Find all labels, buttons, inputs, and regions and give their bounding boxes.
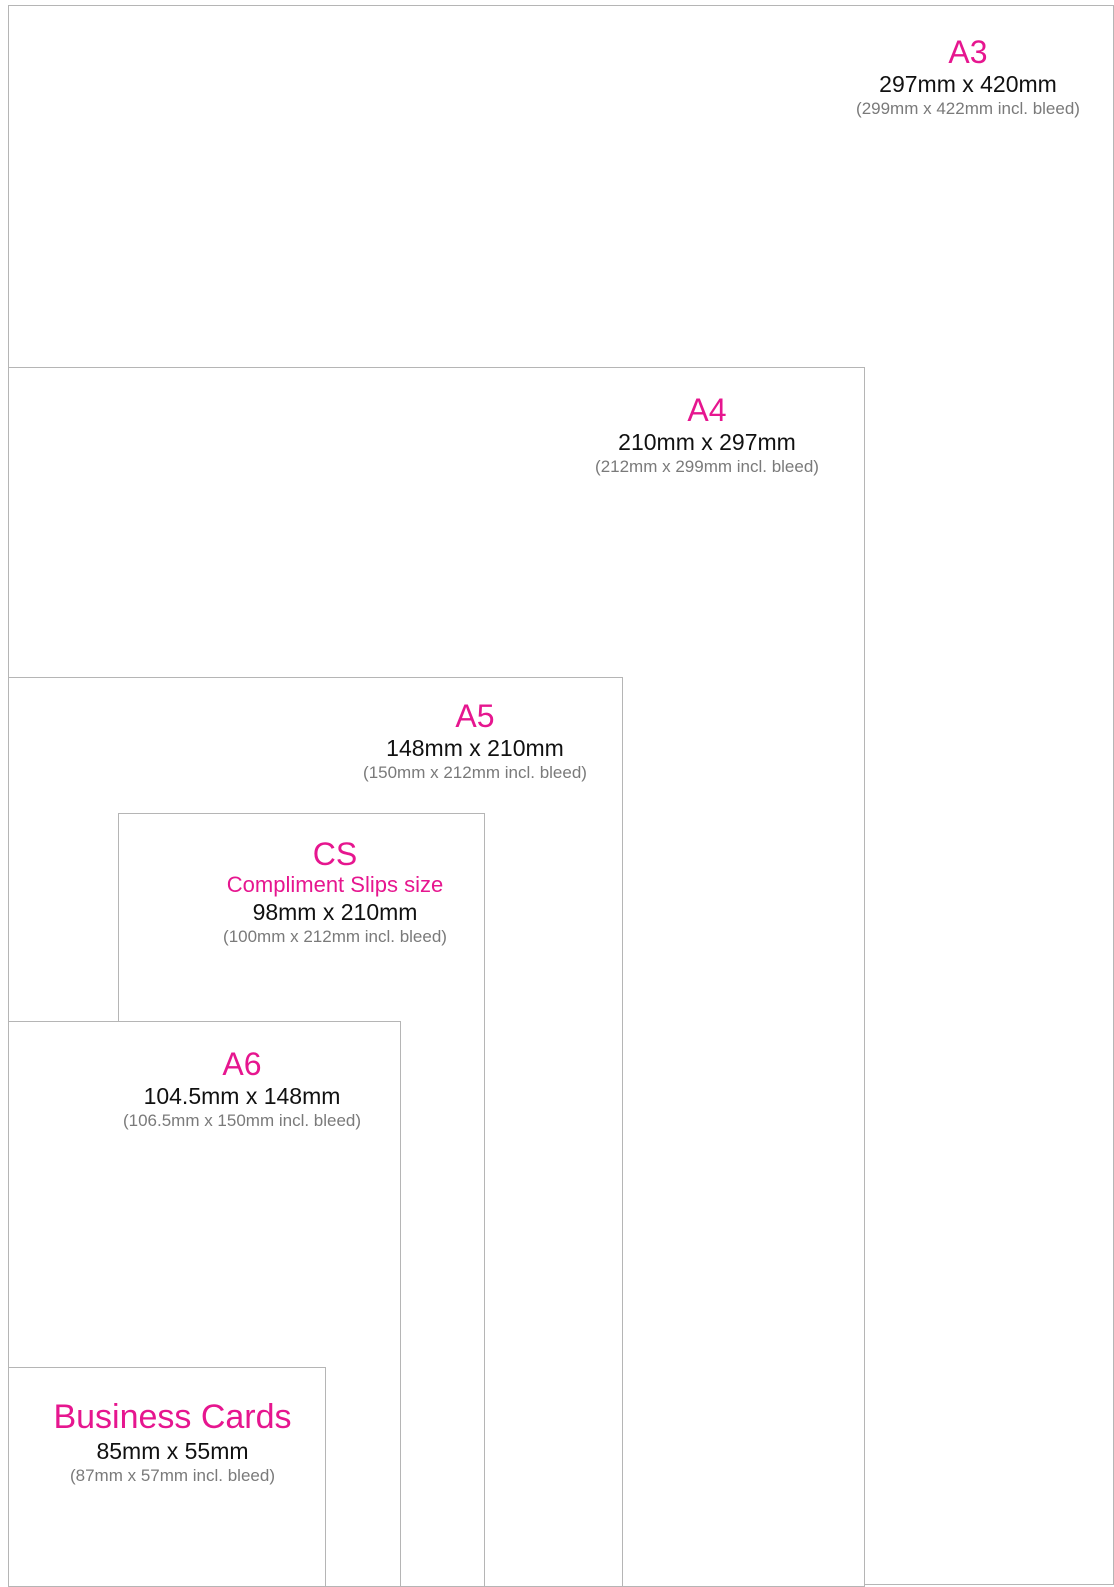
a6-dimensions: 104.5mm x 148mm	[143, 1083, 341, 1109]
cs-dimensions: 98mm x 210mm	[252, 899, 418, 925]
a3-name: A3	[948, 34, 988, 70]
a6-label	[96, 1046, 388, 1132]
a4-bleed-dimensions: (212mm x 299mm incl. bleed)	[595, 457, 819, 476]
a5-name: A5	[455, 698, 495, 734]
a6-name: A6	[222, 1046, 262, 1082]
a5-dimensions: 148mm x 210mm	[386, 735, 564, 761]
cs-label	[190, 836, 480, 948]
a5-label	[332, 698, 618, 784]
a4-dimensions: 210mm x 297mm	[618, 429, 796, 455]
a6-bleed-dimensions: (106.5mm x 150mm incl. bleed)	[122, 1111, 362, 1130]
business-card-dimensions: 85mm x 55mm	[96, 1438, 249, 1464]
a4-name: A4	[687, 392, 727, 428]
a5-bleed-dimensions: (150mm x 212mm incl. bleed)	[363, 763, 587, 782]
a3-label	[830, 34, 1106, 120]
cs-name: CS	[312, 836, 358, 872]
cs-bleed-dimensions: (100mm x 212mm incl. bleed)	[223, 927, 447, 946]
a3-dimensions: 297mm x 420mm	[879, 71, 1057, 97]
a3-bleed-dimensions: (299mm x 422mm incl. bleed)	[856, 99, 1080, 118]
business-card-label	[30, 1397, 315, 1487]
business-card-name: Business Cards	[53, 1398, 292, 1436]
business-card-bleed-dimensions: (87mm x 57mm incl. bleed)	[69, 1466, 275, 1485]
cs-subtitle: Compliment Slips size	[226, 872, 444, 897]
a4-label	[566, 392, 848, 478]
